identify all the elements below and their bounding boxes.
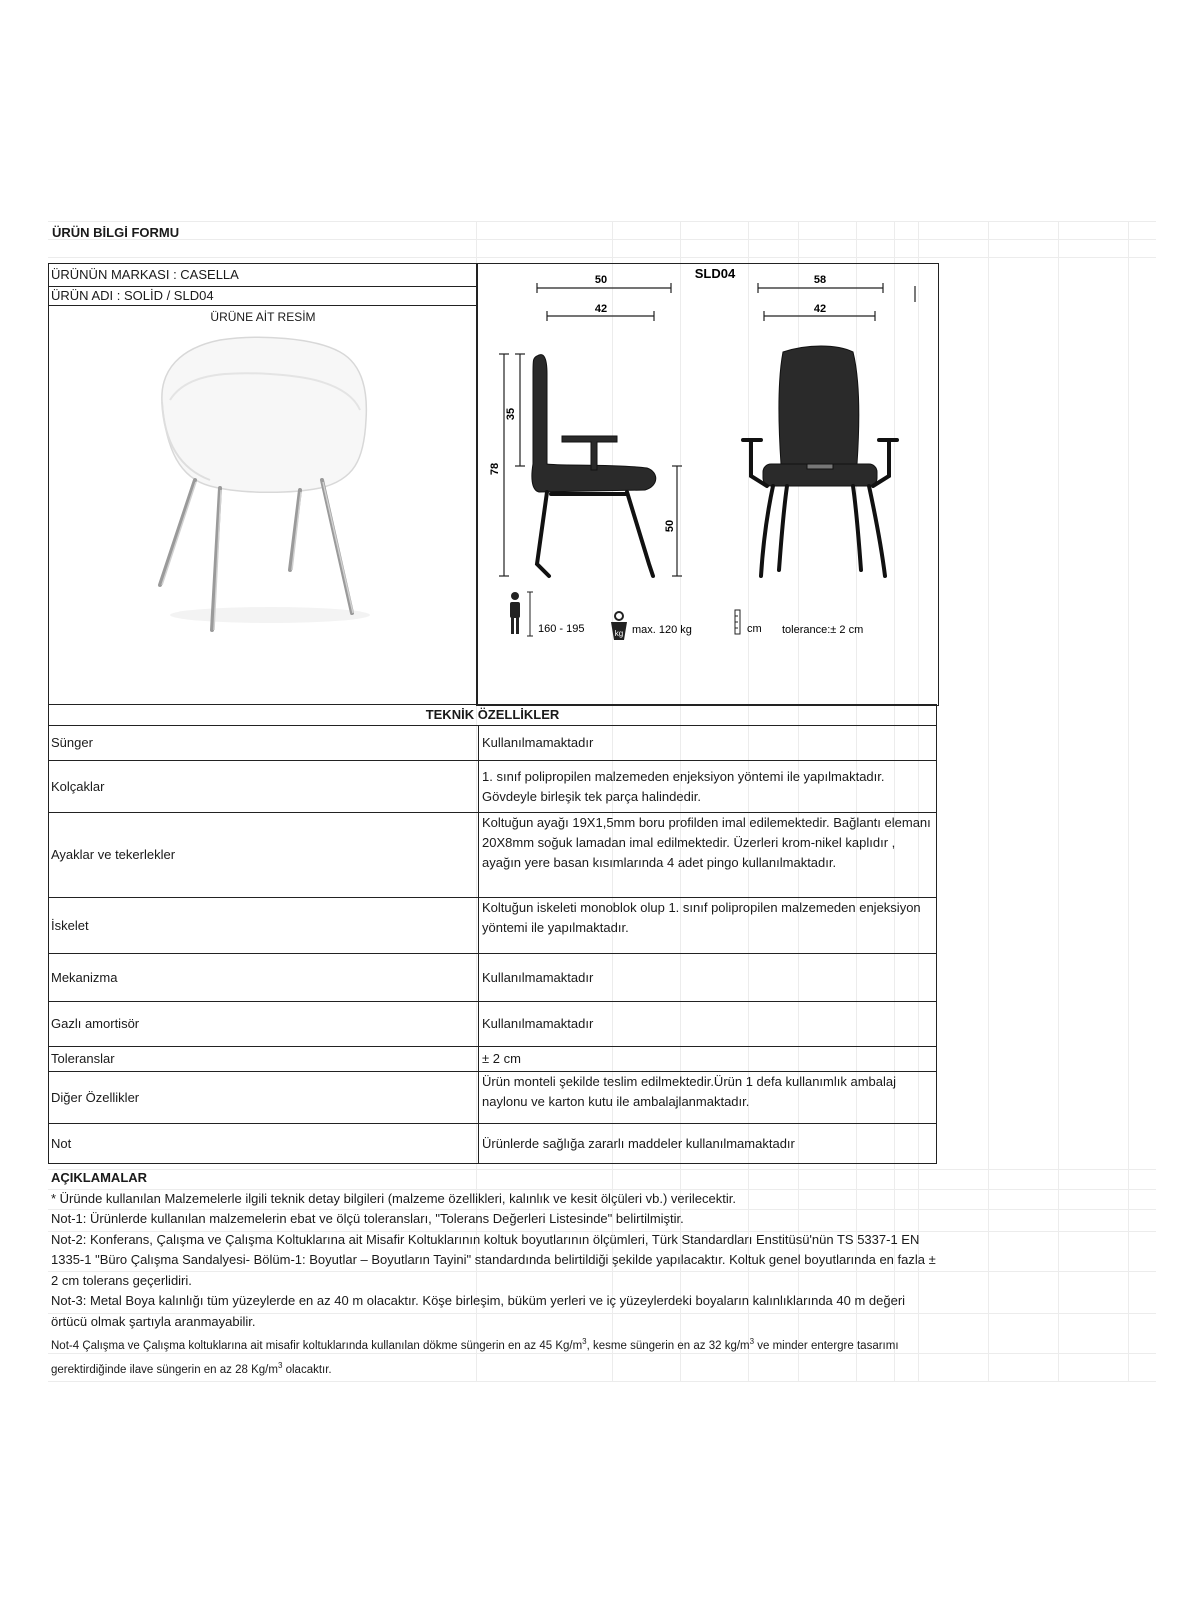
technical-drawing [477, 264, 937, 704]
note-1: Not-1: Ürünlerde kullanılan malzemelerin ebat ve ölçü toleransları, "Tolerans Değerleri Listesinde" belirtilmiştir. [51, 1211, 684, 1226]
ruler-icon [735, 610, 740, 634]
picture-caption: ÜRÜNE AİT RESİM [210, 310, 316, 324]
spec-row [49, 898, 937, 954]
superscript-3: 3 [582, 1337, 587, 1346]
note-4-part-d: olacaktır. [282, 1364, 332, 1377]
user-height: 160 - 195 [538, 623, 585, 635]
note-2: Not-2: Konferans, Çalışma ve Çalışma Koltuklarına ait Misafir Koltuklarının koltuk boyutlarının ölçümleri, Türk Standardları Enstitüsü'nün TS 5337-1 EN 1335-1 "Büro Çalışma Sandalyesi- Bölüm-1: Boyutlar – Boyutların Tayini" standardında belirtildiği şekilde yapılacaktır. Koltuk genel boyutlarında en fazla ± 2 cm tolerans geçerlidiri. [51, 1231, 936, 1288]
brand-text: ÜRÜNÜN MARKASI : CASELLA [51, 267, 239, 282]
note-3: Not-3: Metal Boya kalınlığı tüm yüzeylerde en az 40 m olacaktır. Köşe birleşim, büküm yerleri ve iç yüzeylerdeki boyaların kalınlıklarında 40 m değeri örtücü olmak şartıyla aranmayabilir. [51, 1293, 906, 1329]
superscript-3: 3 [749, 1337, 755, 1346]
dim-back-height: 35 [505, 407, 517, 421]
max-load: max. 120 kg [632, 624, 692, 636]
spec-row [49, 1002, 937, 1047]
side-view-chair [532, 355, 656, 492]
spec-value: Kullanılmamaktadır [479, 954, 937, 1002]
unit-label: cm [747, 623, 762, 635]
spec-label: Mekanizma [49, 954, 479, 1002]
specs-heading-row [49, 705, 937, 726]
spec-value: Kullanılmamaktadır [479, 1002, 937, 1047]
form-title: ÜRÜN BİLGİ FORMU [52, 225, 180, 240]
spec-label: Sünger [49, 726, 479, 761]
dim-seat-height: 50 [664, 519, 676, 533]
spec-row [49, 954, 937, 1002]
kg-label: kg [614, 629, 624, 638]
spec-value: Kullanılmamaktadır [479, 726, 937, 761]
dim-side-seat: 42 [594, 303, 608, 315]
spec-row [49, 761, 937, 813]
spec-label: Ayaklar ve tekerlekler [49, 813, 479, 898]
spec-value: Koltuğun ayağı 19X1,5mm boru profilden imal edilemektedir. Bağlantı elemanı 20X8mm soğuk lamadan imal edilmektedir. Üzerleri krom-nikel kaplıdır , ayağın yere basan kısımlarında 4 adet pingo kullanılmaktadır. [479, 813, 937, 898]
spec-row [49, 1047, 937, 1072]
spec-value: Ürünlerde sağlığa zararlı maddeler kullanılmamaktadır [479, 1124, 937, 1164]
dim-front-overall: 58 [813, 274, 827, 286]
note-4-part-c: ve minder entergre tasarımı gerektirdiğinde ilave süngerin en az 28 Kg/m [51, 1339, 899, 1377]
spec-row [49, 1124, 937, 1164]
spec-row [49, 726, 937, 761]
dim-total-height: 78 [489, 462, 501, 476]
spec-label: Diğer Özellikler [49, 1072, 479, 1124]
tech-specs-table [48, 704, 937, 1164]
spec-value: Ürün monteli şekilde teslim edilmektedir.Ürün 1 defa kullanımlık ambalaj naylonu ve karton kutu ile ambalajlanmaktadır. [479, 1072, 937, 1124]
dim-front-seat: 42 [813, 303, 827, 315]
spec-label: Toleranslar [49, 1047, 479, 1072]
dim-side-overall: 50 [594, 274, 608, 286]
product-name-text: ÜRÜN ADI : SOLİD / SLD04 [51, 288, 214, 303]
weight-icon [611, 612, 627, 640]
spec-value: Koltuğun iskeleti monoblok olup 1. sınıf polipropilen malzemeden enjeksiyon yöntemi ile yapılmaktadır. [479, 898, 937, 954]
spec-label: Not [49, 1124, 479, 1164]
note-star: * Üründe kullanılan Malzemelerle ilgili teknik detay bilgileri (malzeme özellikleri, kalınlık ve kesit ölçüleri vb.) verilecektir. [51, 1190, 736, 1206]
note-4-part-a: Not-4 Çalışma ve Çalışma koltuklarına ait misafir koltuklarında kullanılan dökme süngerin en az 45 Kg/m [51, 1339, 583, 1352]
person-icon [510, 592, 520, 634]
model-code: SLD04 [694, 266, 736, 281]
spec-label: Kolçaklar [49, 761, 479, 813]
spec-row [49, 813, 937, 898]
spec-label: İskelet [49, 898, 479, 954]
front-view-chair [763, 346, 877, 486]
specs-heading: TEKNİK ÖZELLİKLER [49, 705, 937, 726]
tolerance-label: tolerance:± 2 cm [782, 624, 864, 636]
note-4-part-b: , kesme süngerin en az 32 kg/m [586, 1339, 750, 1352]
spec-row [49, 1072, 937, 1124]
superscript-3: 3 [277, 1361, 283, 1371]
spec-value: ± 2 cm [479, 1047, 937, 1072]
spec-value: 1. sınıf polipropilen malzemeden enjeksiyon yöntemi ile yapılmaktadır. Gövdeyle birleşik tek parça halindedir. [479, 761, 937, 813]
explanations-heading: AÇIKLAMALAR [51, 1170, 148, 1185]
explanations [51, 1168, 941, 1381]
product-photo [140, 330, 400, 660]
note-4 [51, 1332, 941, 1381]
spec-label: Gazlı amortisör [49, 1002, 479, 1047]
